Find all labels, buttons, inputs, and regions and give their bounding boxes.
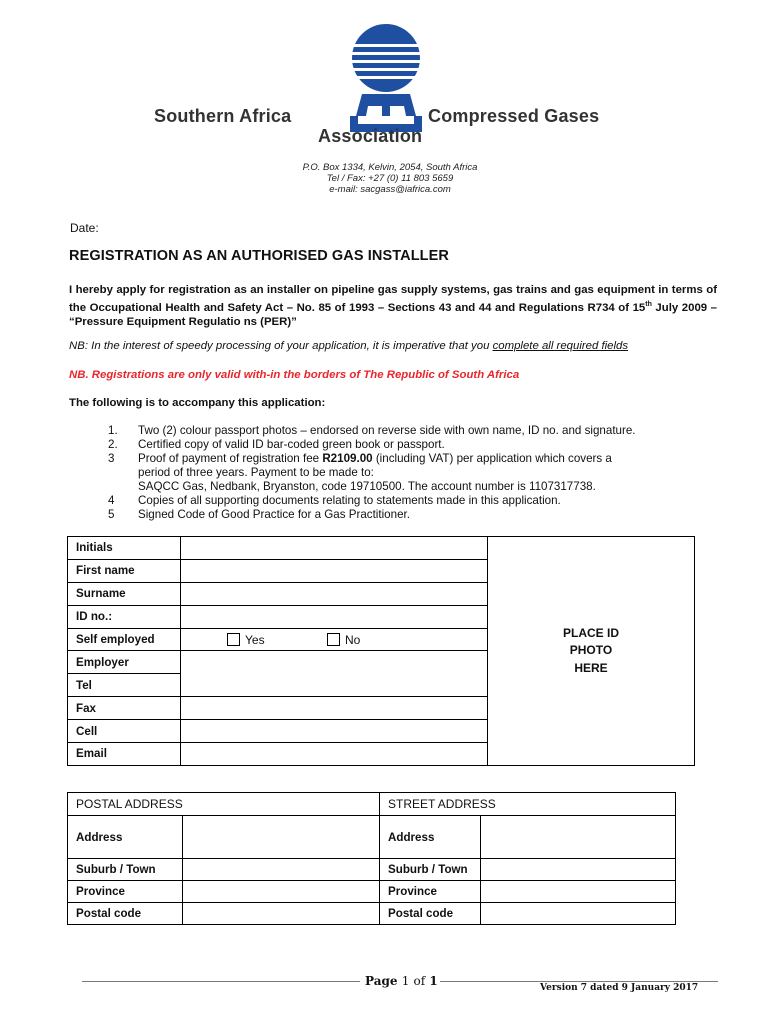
list-text: Signed Code of Good Practice for a Gas Practitioner.: [138, 508, 410, 521]
page-title: REGISTRATION AS AN AUTHORISED GAS INSTALLER: [69, 248, 449, 264]
footer-rule-right: [440, 981, 718, 982]
postal-code-field[interactable]: [183, 903, 380, 925]
street-address-label: Address: [380, 816, 481, 859]
field-label-cell: Cell: [68, 720, 181, 743]
employer-field[interactable]: [181, 651, 488, 674]
sacga-logo: [336, 20, 436, 142]
contact-address: P.O. Box 1334, Kelvin, 2054, South Africa: [302, 162, 478, 173]
self-employed-yes[interactable]: [227, 633, 265, 647]
nb-note-fields: [69, 340, 628, 352]
requirements-heading: The following is to accompany this application:: [69, 397, 326, 409]
list-number: 3: [108, 452, 115, 465]
list-text: Certified copy of valid ID bar-coded green book or passport.: [138, 438, 445, 451]
postal-address-field[interactable]: [183, 816, 380, 859]
list-text: SAQCC Gas, Nedbank, Bryanston, code 19710500. The account number is 1107317738.: [138, 480, 596, 493]
page-number: [365, 974, 438, 988]
statement-superscript: th: [645, 300, 652, 308]
street-code-label: Postal code: [380, 903, 481, 925]
fee-amount: R2109.00: [322, 452, 373, 465]
self-employed-no[interactable]: [327, 633, 360, 647]
street-address-field[interactable]: [481, 816, 676, 859]
address-table: [67, 792, 676, 925]
nb-note-underlined: complete all required fields: [492, 340, 629, 352]
list-number: 5: [108, 508, 115, 521]
street-suburb-field[interactable]: [481, 859, 676, 881]
street-code-field[interactable]: [481, 903, 676, 925]
photo-text: PHOTO: [569, 643, 613, 658]
list-item: [108, 508, 718, 522]
yes-label: Yes: [245, 633, 265, 647]
street-province-field[interactable]: [481, 881, 676, 903]
list-text: Copies of all supporting documents relating to statements made in this application.: [138, 494, 561, 507]
contact-block: [270, 162, 510, 195]
list-number: 4: [108, 494, 115, 507]
list-number: 1.: [108, 424, 118, 437]
personal-details-table: [67, 536, 695, 766]
field-label-email: Email: [68, 743, 181, 766]
surname-field[interactable]: [181, 582, 488, 605]
postal-province-label: Province: [68, 881, 183, 903]
postal-code-label: Postal code: [68, 903, 183, 925]
photo-text: PLACE ID: [562, 625, 619, 640]
list-text-fee: Proof of payment of registration fee R2109.00 (including VAT) per application which covers a: [138, 452, 612, 465]
tel-field[interactable]: [181, 674, 488, 697]
org-name-left: Southern Africa: [154, 106, 292, 126]
no-checkbox[interactable]: [327, 633, 340, 646]
field-label-initials: Initials: [68, 537, 181, 560]
photo-placeholder[interactable]: [488, 537, 695, 766]
contact-phone: Tel / Fax: +27 (0) 11 803 5659: [326, 173, 454, 184]
page-of: of: [413, 974, 426, 988]
postal-province-field[interactable]: [183, 881, 380, 903]
page-total: 1: [429, 974, 438, 988]
field-label-surname: Surname: [68, 582, 181, 605]
page-label: Page: [365, 974, 398, 988]
street-suburb-label: Suburb / Town: [380, 859, 481, 881]
fax-field[interactable]: [181, 697, 488, 720]
nb-note-validity: NB. Registrations are only valid with-in the borders of The Republic of South Africa: [69, 369, 520, 381]
field-label-id: ID no.:: [68, 605, 181, 628]
cell-field[interactable]: [181, 720, 488, 743]
field-label-tel: Tel: [68, 674, 181, 697]
statement-text: I hereby apply for registration as an installer on pipeline gas supply systems, gas trains and gas equipment in terms of the Occupational Health and Safety Act – No. 85 of 1993 – Sections 43 and 44 and Regulations R734 of 15: [69, 284, 717, 314]
no-label: No: [345, 633, 361, 647]
list-item: [108, 438, 718, 452]
contact-email: e-mail: sacgass@iafrica.com: [329, 184, 451, 195]
first-name-field[interactable]: [181, 559, 488, 582]
version-label: Version 7 dated 9 January 2017: [540, 983, 699, 993]
postal-suburb-label: Suburb / Town: [68, 859, 183, 881]
yes-checkbox[interactable]: [227, 633, 240, 646]
list-text: Two (2) colour passport photos – endorsed on reverse side with own name, ID no. and signature.: [138, 424, 636, 437]
list-item: [108, 424, 718, 438]
postal-address-heading: POSTAL ADDRESS: [68, 793, 380, 816]
requirements-list: [108, 424, 718, 522]
postal-suburb-field[interactable]: [183, 859, 380, 881]
list-text: period of three years. Payment to be made to:: [138, 466, 374, 479]
list-item: [108, 494, 718, 508]
statement-text-end: July 2009 – “Pressure Equipment Regulatio ns (PER)”: [69, 301, 717, 328]
postal-address-label: Address: [68, 816, 183, 859]
footer-rule-left: [82, 981, 360, 982]
application-statement: [69, 283, 717, 330]
list-item: [108, 452, 718, 494]
id-number-field[interactable]: [181, 605, 488, 628]
photo-text: HERE: [574, 660, 608, 675]
field-label-self-employed: Self employed: [68, 628, 181, 651]
page-current: 1: [401, 974, 410, 988]
field-label-fax: Fax: [68, 697, 181, 720]
nb-note-text: NB: In the interest of speedy processing of your application, it is imperative that you: [69, 340, 493, 352]
date-label: Date:: [70, 221, 99, 235]
org-name-bottom: Association: [318, 126, 423, 146]
org-name-right: Compressed Gases: [428, 106, 600, 126]
list-number: 2.: [108, 438, 118, 451]
field-label-first-name: First name: [68, 559, 181, 582]
street-province-label: Province: [380, 881, 481, 903]
field-label-employer: Employer: [68, 651, 181, 674]
street-address-heading: STREET ADDRESS: [380, 793, 676, 816]
initials-field[interactable]: [181, 537, 488, 560]
email-field[interactable]: [181, 743, 488, 766]
